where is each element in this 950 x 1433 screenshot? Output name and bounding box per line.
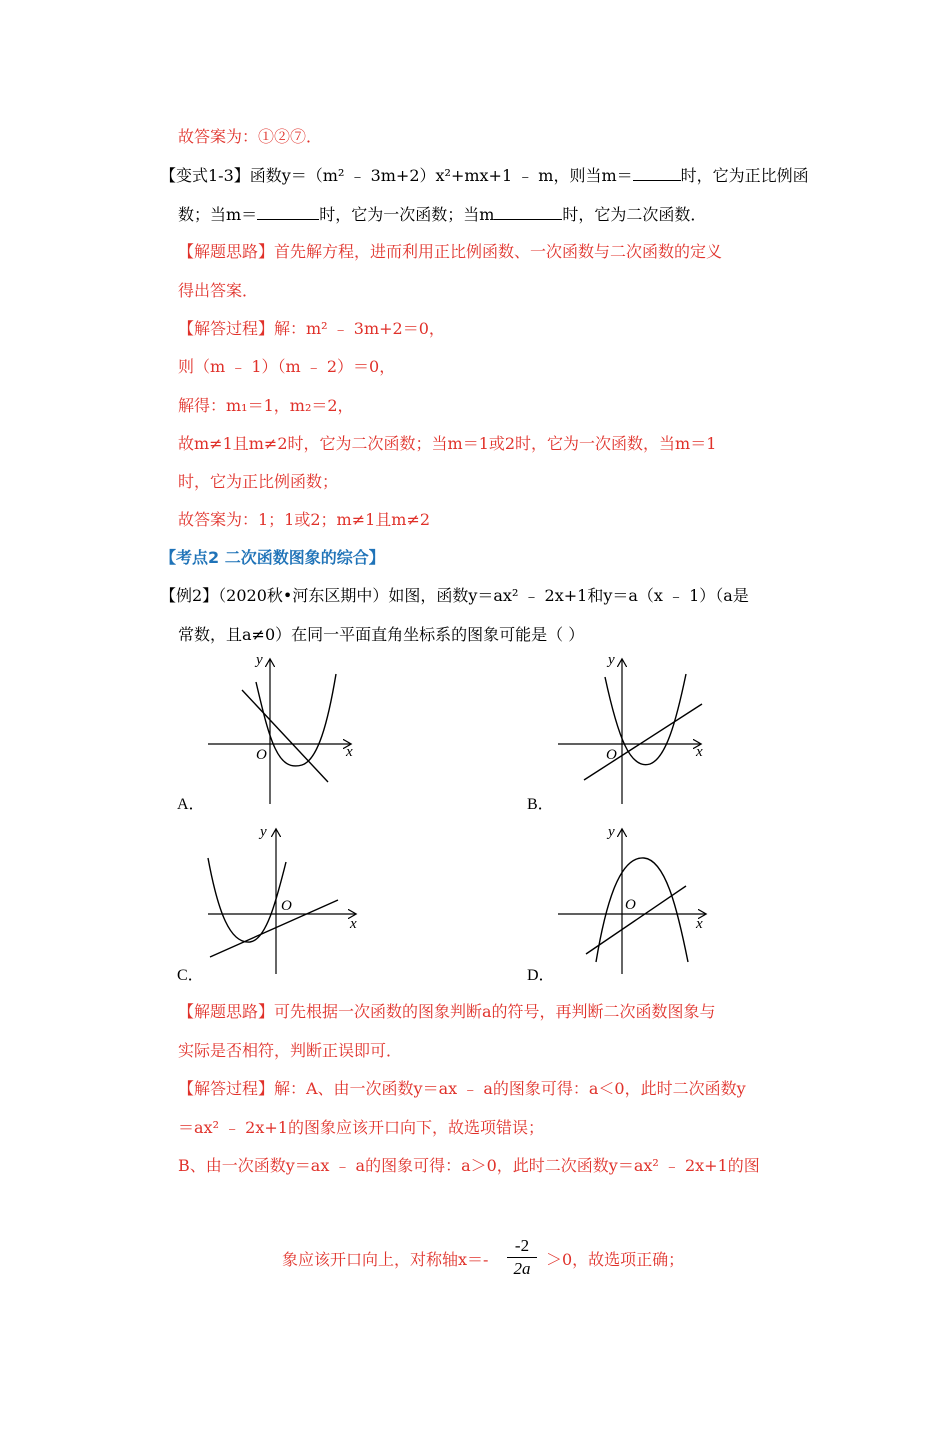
solution-idea-2-2: 实际是否相符，判断正误即可． — [178, 1041, 403, 1060]
graph-a — [200, 652, 360, 807]
x-axis-label: x — [350, 916, 357, 932]
fraction — [505, 1236, 539, 1279]
option-d-label: D． — [527, 967, 555, 984]
graph-d — [550, 822, 715, 977]
solution-process-2-3: B、由一次函数y＝ax ﹣ a的图象可得：a＞0，此时二次函数y＝ax² ﹣ 2x+1的图 — [178, 1156, 760, 1175]
x-axis-label: x — [696, 916, 703, 932]
origin-label: O — [256, 747, 267, 763]
solution-idea-1: 【解题思路】首先解方程，进而利用正比例函数、一次函数与二次函数的定义 — [178, 242, 723, 261]
y-axis-label: y — [260, 824, 267, 840]
graph-b — [550, 652, 710, 807]
solution-process-2: 则（m ﹣ 1）（m ﹣ 2）＝0， — [178, 357, 396, 376]
solution-process-2-4a: 象应该开口向上，对称轴x＝- — [282, 1250, 489, 1269]
option-c-label: C． — [177, 967, 204, 984]
solution-process-2-4b: ＞0，故选项正确； — [546, 1250, 685, 1269]
solution-process-1: 【解答过程】解：m² ﹣ 3m+2＝0， — [178, 319, 445, 338]
solution-process-5: 时，它为正比例函数； — [178, 472, 339, 491]
option-a-label: A． — [177, 796, 205, 813]
solution-process-3: 解得：m₁＝1，m₂＝2， — [178, 396, 354, 415]
variant-1-3-line2: 数；当m＝ 时，它为一次函数；当m 时，它为二次函数． — [178, 205, 707, 224]
option-b-label: B． — [527, 796, 554, 813]
y-axis-label: y — [608, 824, 615, 840]
origin-label: O — [281, 898, 292, 914]
fraction-numerator: -2 — [514, 1236, 530, 1255]
solution-process-4: 故m≠1且m≠2时，它为二次函数；当m＝1或2时，它为一次函数，当m＝1 — [178, 434, 717, 453]
answer-line: 故答案为：①②⑦． — [178, 127, 323, 146]
fraction-denominator: 2a — [513, 1259, 531, 1278]
origin-label: O — [606, 747, 617, 763]
graph-c — [200, 822, 365, 977]
y-axis-label: y — [608, 652, 615, 668]
origin-label: O — [625, 897, 636, 913]
y-axis-label: y — [256, 652, 263, 668]
solution-process-2-1: 【解答过程】解：A、由一次函数y＝ax ﹣ a的图象可得：a＜0，此时二次函数y — [178, 1079, 746, 1098]
example-2-line1: 【例2】（2020秋•河东区期中）如图，函数y＝ax² ﹣ 2x+1和y＝a（x ﹣ 1）（a是 — [160, 586, 749, 605]
topic-heading: 【考点2 二次函数图象的综合】 — [160, 548, 385, 567]
x-axis-label: x — [346, 744, 353, 760]
solution-process-2-2: ＝ax² ﹣ 2x+1的图象应该开口向下，故选项错误； — [178, 1118, 544, 1137]
solution-process-6: 故答案为：1；1或2；m≠1且m≠2 — [178, 510, 431, 529]
variant-1-3-line1: 【变式1-3】函数y＝（m² ﹣ 3m+2）x²+mx+1 ﹣ m，则当m＝ 时，它为正比例函 — [160, 166, 809, 185]
example-2-line2: 常数，且a≠0）在同一平面直角坐标系的图象可能是（ ） — [178, 625, 585, 644]
solution-idea-2-1: 【解题思路】可先根据一次函数的图象判断a的符号，再判断二次函数图象与 — [178, 1002, 716, 1021]
solution-idea-2: 得出答案． — [178, 281, 259, 300]
x-axis-label: x — [696, 744, 703, 760]
